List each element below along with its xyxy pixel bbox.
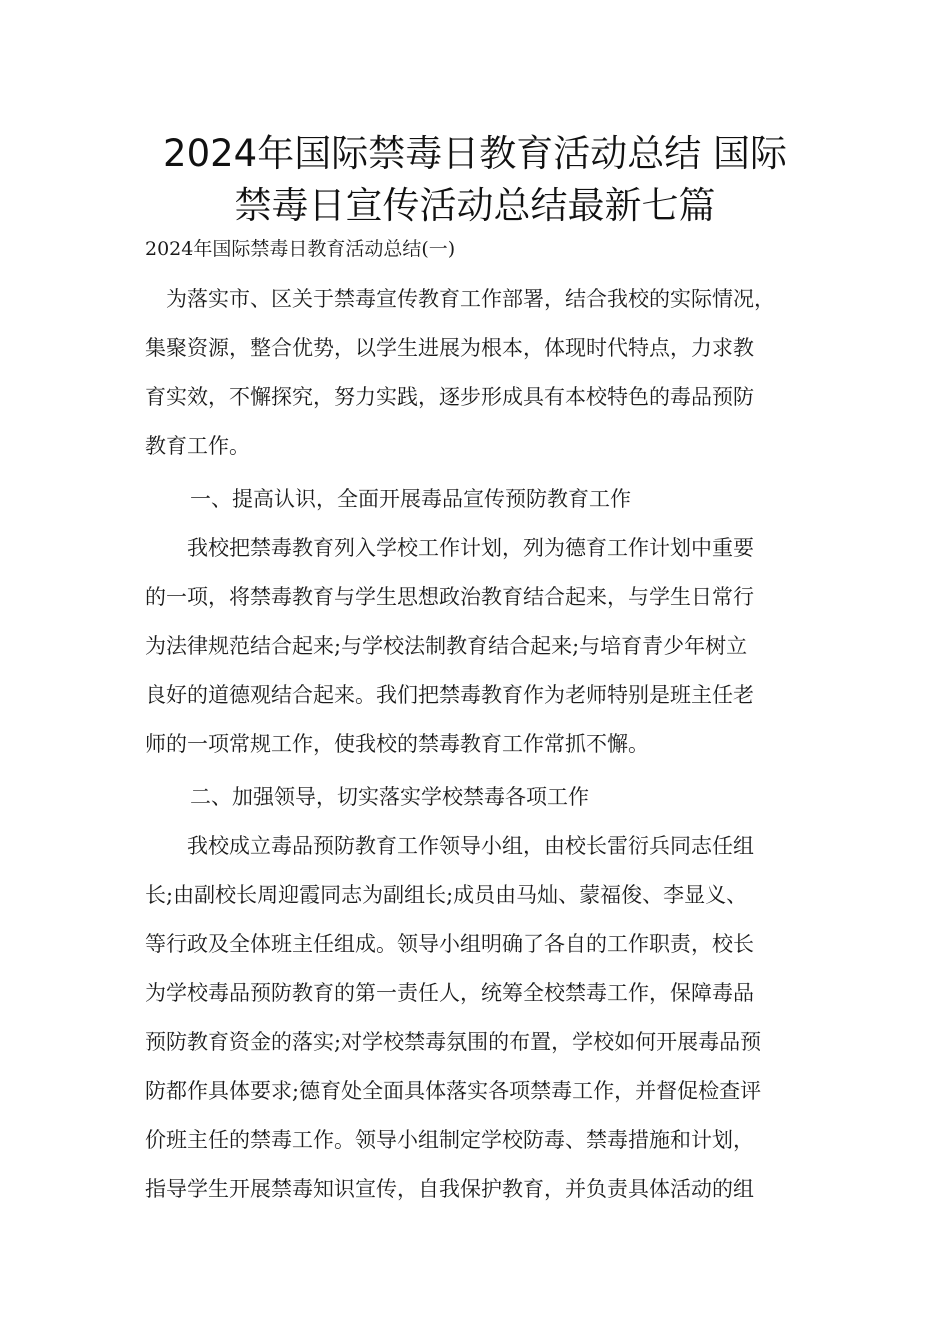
paragraph-line: 良好的道德观结合起来。我们把禁毒教育作为老师特别是班主任老: [145, 683, 754, 707]
paragraph-line: 为学校毒品预防教育的第一责任人，统筹全校禁毒工作，保障毒品: [145, 981, 754, 1005]
paragraph-line: 教育工作。: [145, 434, 250, 458]
paragraph-line: 的一项，将禁毒教育与学生思想政治教育结合起来，与学生日常行: [145, 585, 754, 609]
paragraph-line: 长;由副校长周迎霞同志为副组长;成员由马灿、蒙福俊、李显义、: [145, 883, 748, 907]
paragraph-line: 指导学生开展禁毒知识宣传，自我保护教育，并负责具体活动的组: [145, 1177, 754, 1201]
paragraph-line: 预防教育资金的落实;对学校禁毒氛围的布置，学校如何开展毒品预: [145, 1030, 762, 1054]
document-subtitle: 2024年国际禁毒日教育活动总结(一): [145, 238, 456, 260]
document-title: [120, 128, 830, 232]
paragraph-line: 等行政及全体班主任组成。领导小组明确了各自的工作职责，校长: [145, 932, 754, 956]
section1-paragraph: [145, 524, 825, 769]
section2-paragraph: [145, 822, 825, 1214]
paragraph-line: 育实效，不懈探究，努力实践，逐步形成具有本校特色的毒品预防: [145, 385, 754, 409]
section-heading-1: 一、提高认识，全面开展毒品宣传预防教育工作: [190, 487, 631, 511]
intro-paragraph: [145, 275, 825, 471]
paragraph-line: 价班主任的禁毒工作。领导小组制定学校防毒、禁毒措施和计划，: [145, 1128, 754, 1152]
title-line: 2024年国际禁毒日教育活动总结 国际: [163, 132, 787, 175]
paragraph-line: 为法律规范结合起来;与学校法制教育结合起来;与培育青少年树立: [145, 634, 748, 658]
paragraph-line: 我校把禁毒教育列入学校工作计划，列为德育工作计划中重要: [145, 536, 754, 560]
paragraph-line: 防都作具体要求;德育处全面具体落实各项禁毒工作，并督促检查评: [145, 1079, 762, 1103]
paragraph-line: 为落实市、区关于禁毒宣传教育工作部署，结合我校的实际情况，: [145, 287, 775, 311]
paragraph-line: 我校成立毒品预防教育工作领导小组，由校长雷衍兵同志任组: [145, 834, 754, 858]
title-line: 禁毒日宣传活动总结最新七篇: [234, 184, 716, 227]
section-heading-2: 二、加强领导，切实落实学校禁毒各项工作: [190, 785, 589, 809]
paragraph-line: 集聚资源，整合优势，以学生进展为根本，体现时代特点，力求教: [145, 336, 754, 360]
paragraph-line: 师的一项常规工作，使我校的禁毒教育工作常抓不懈。: [145, 732, 649, 756]
